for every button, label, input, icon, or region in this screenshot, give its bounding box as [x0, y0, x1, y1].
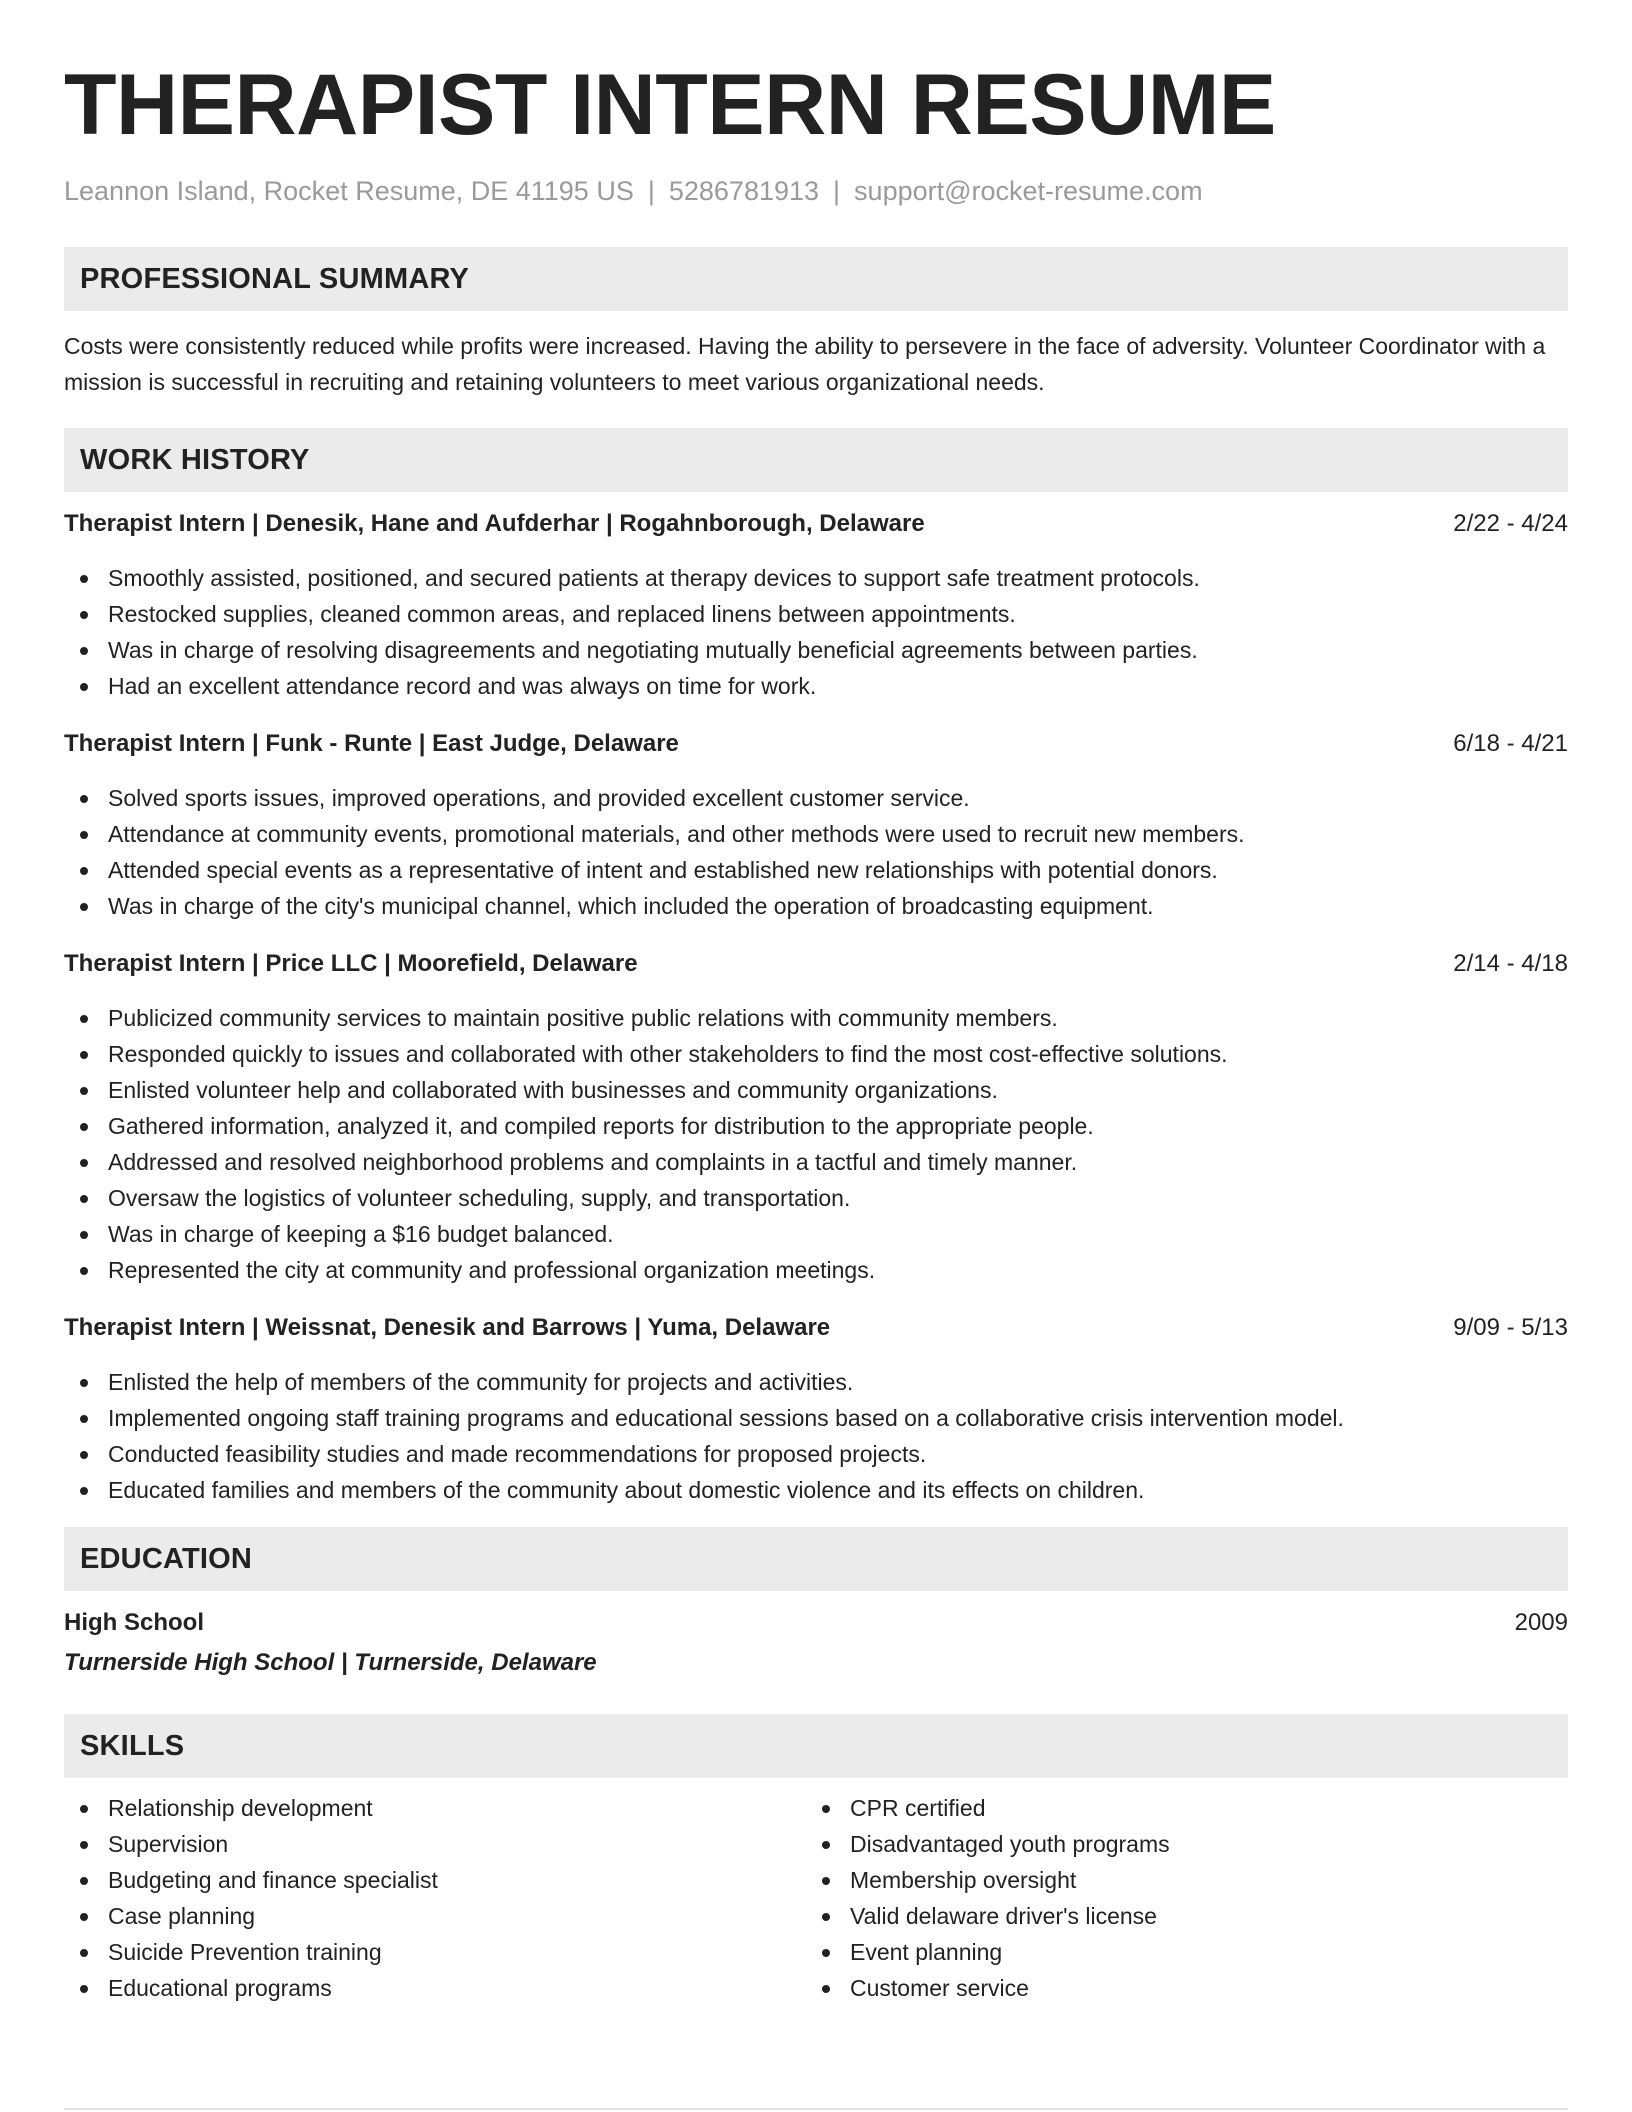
education-school: Turnerside High School | Turnerside, Delaware	[64, 1649, 597, 1676]
skills-list-left	[64, 1790, 806, 2006]
job-bullet: Had an excellent attendance record and was always on time for work.	[64, 668, 1568, 704]
section-heading-education: EDUCATION	[64, 1527, 1568, 1591]
bottom-divider	[64, 2108, 1568, 2110]
job-bullet: Was in charge of keeping a $16 budget balanced.	[64, 1216, 1568, 1252]
skill-item: Membership oversight	[806, 1862, 1548, 1898]
job-header	[64, 727, 1568, 761]
job-bullets	[64, 560, 1568, 704]
contact-email: support@rocket-resume.com	[854, 176, 1203, 206]
skill-item: Event planning	[806, 1934, 1548, 1970]
job-entry	[64, 1311, 1568, 1508]
contact-separator: |	[647, 176, 655, 206]
job-header	[64, 1311, 1568, 1345]
job-title: Therapist Intern | Price LLC | Moorefield, Delaware	[64, 950, 638, 977]
job-header	[64, 507, 1568, 541]
skills-list-right	[806, 1790, 1548, 2006]
job-dates: 9/09 - 5/13	[1453, 1314, 1568, 1341]
job-title: Therapist Intern | Denesik, Hane and Aufderhar | Rogahnborough, Delaware	[64, 510, 925, 537]
job-bullet: Was in charge of the city's municipal channel, which included the operation of broadcasting equipment.	[64, 888, 1568, 924]
skill-item: Customer service	[806, 1970, 1548, 2006]
skill-item: Supervision	[64, 1826, 806, 1862]
job-entry	[64, 507, 1568, 704]
job-title: Therapist Intern | Weissnat, Denesik and Barrows | Yuma, Delaware	[64, 1314, 831, 1341]
skill-item: Budgeting and finance specialist	[64, 1862, 806, 1898]
job-bullet: Enlisted volunteer help and collaborated with businesses and community organizations.	[64, 1072, 1568, 1108]
job-bullet: Was in charge of resolving disagreements and negotiating mutually beneficial agreements between parties.	[64, 632, 1568, 668]
job-bullet: Responded quickly to issues and collaborated with other stakeholders to find the most cost-effective solutions.	[64, 1036, 1568, 1072]
education-row	[64, 1606, 1568, 1640]
job-bullet: Implemented ongoing staff training programs and educational sessions based on a collaborative crisis intervention model.	[64, 1400, 1568, 1436]
job-bullet: Gathered information, analyzed it, and compiled reports for distribution to the appropriate people.	[64, 1108, 1568, 1144]
job-entry	[64, 727, 1568, 924]
education-degree: High School	[64, 1609, 204, 1636]
job-bullets	[64, 780, 1568, 924]
job-bullet: Oversaw the logistics of volunteer scheduling, supply, and transportation.	[64, 1180, 1568, 1216]
job-dates: 2/22 - 4/24	[1453, 510, 1568, 537]
summary-text: Costs were consistently reduced while profits were increased. Having the ability to persevere in the face of adversity. Volunteer Coordinator with a mission is successful in recruiting and retaining volunteers to meet various organizational needs.	[64, 333, 1546, 395]
skill-item: Valid delaware driver's license	[806, 1898, 1548, 1934]
job-bullets	[64, 1000, 1568, 1288]
skill-item: Disadvantaged youth programs	[806, 1826, 1548, 1862]
job-bullet: Attendance at community events, promotional materials, and other methods were used to recruit new members.	[64, 816, 1568, 852]
resume-page	[64, 0, 1568, 2006]
section-heading-work-history: WORK HISTORY	[64, 428, 1568, 492]
job-bullet: Represented the city at community and professional organization meetings.	[64, 1252, 1568, 1288]
job-bullet: Educated families and members of the community about domestic violence and its effects on children.	[64, 1472, 1568, 1508]
skills-columns	[64, 1790, 1568, 2006]
job-bullet: Conducted feasibility studies and made recommendations for proposed projects.	[64, 1436, 1568, 1472]
skill-item: Case planning	[64, 1898, 806, 1934]
job-bullet: Restocked supplies, cleaned common areas, and replaced linens between appointments.	[64, 596, 1568, 632]
job-bullet: Solved sports issues, improved operations, and provided excellent customer service.	[64, 780, 1568, 816]
education-year: 2009	[1514, 1609, 1568, 1636]
job-bullet: Smoothly assisted, positioned, and secured patients at therapy devices to support safe treatment protocols.	[64, 560, 1568, 596]
skill-item: Suicide Prevention training	[64, 1934, 806, 1970]
contact-address: Leannon Island, Rocket Resume, DE 41195 US	[64, 176, 634, 206]
job-header	[64, 947, 1568, 981]
contact-separator: |	[833, 176, 841, 206]
job-bullet: Publicized community services to maintain positive public relations with community members.	[64, 1000, 1568, 1036]
skill-item: CPR certified	[806, 1790, 1548, 1826]
job-bullet: Addressed and resolved neighborhood problems and complaints in a tactful and timely manner.	[64, 1144, 1568, 1180]
skill-item: Relationship development	[64, 1790, 806, 1826]
section-heading-summary: PROFESSIONAL SUMMARY	[64, 247, 1568, 311]
resume-title: THERAPIST INTERN RESUME	[64, 57, 1276, 153]
contact-phone: 5286781913	[668, 176, 820, 206]
job-dates: 2/14 - 4/18	[1453, 950, 1568, 977]
job-entry	[64, 947, 1568, 1288]
contact-line	[64, 174, 1568, 208]
job-bullet: Attended special events as a representative of intent and established new relationships with potential donors.	[64, 852, 1568, 888]
job-title: Therapist Intern | Funk - Runte | East Judge, Delaware	[64, 730, 679, 757]
job-bullets	[64, 1364, 1568, 1508]
skill-item: Educational programs	[64, 1970, 806, 2006]
section-heading-skills: SKILLS	[64, 1714, 1568, 1778]
job-dates: 6/18 - 4/21	[1453, 730, 1568, 757]
job-bullet: Enlisted the help of members of the community for projects and activities.	[64, 1364, 1568, 1400]
